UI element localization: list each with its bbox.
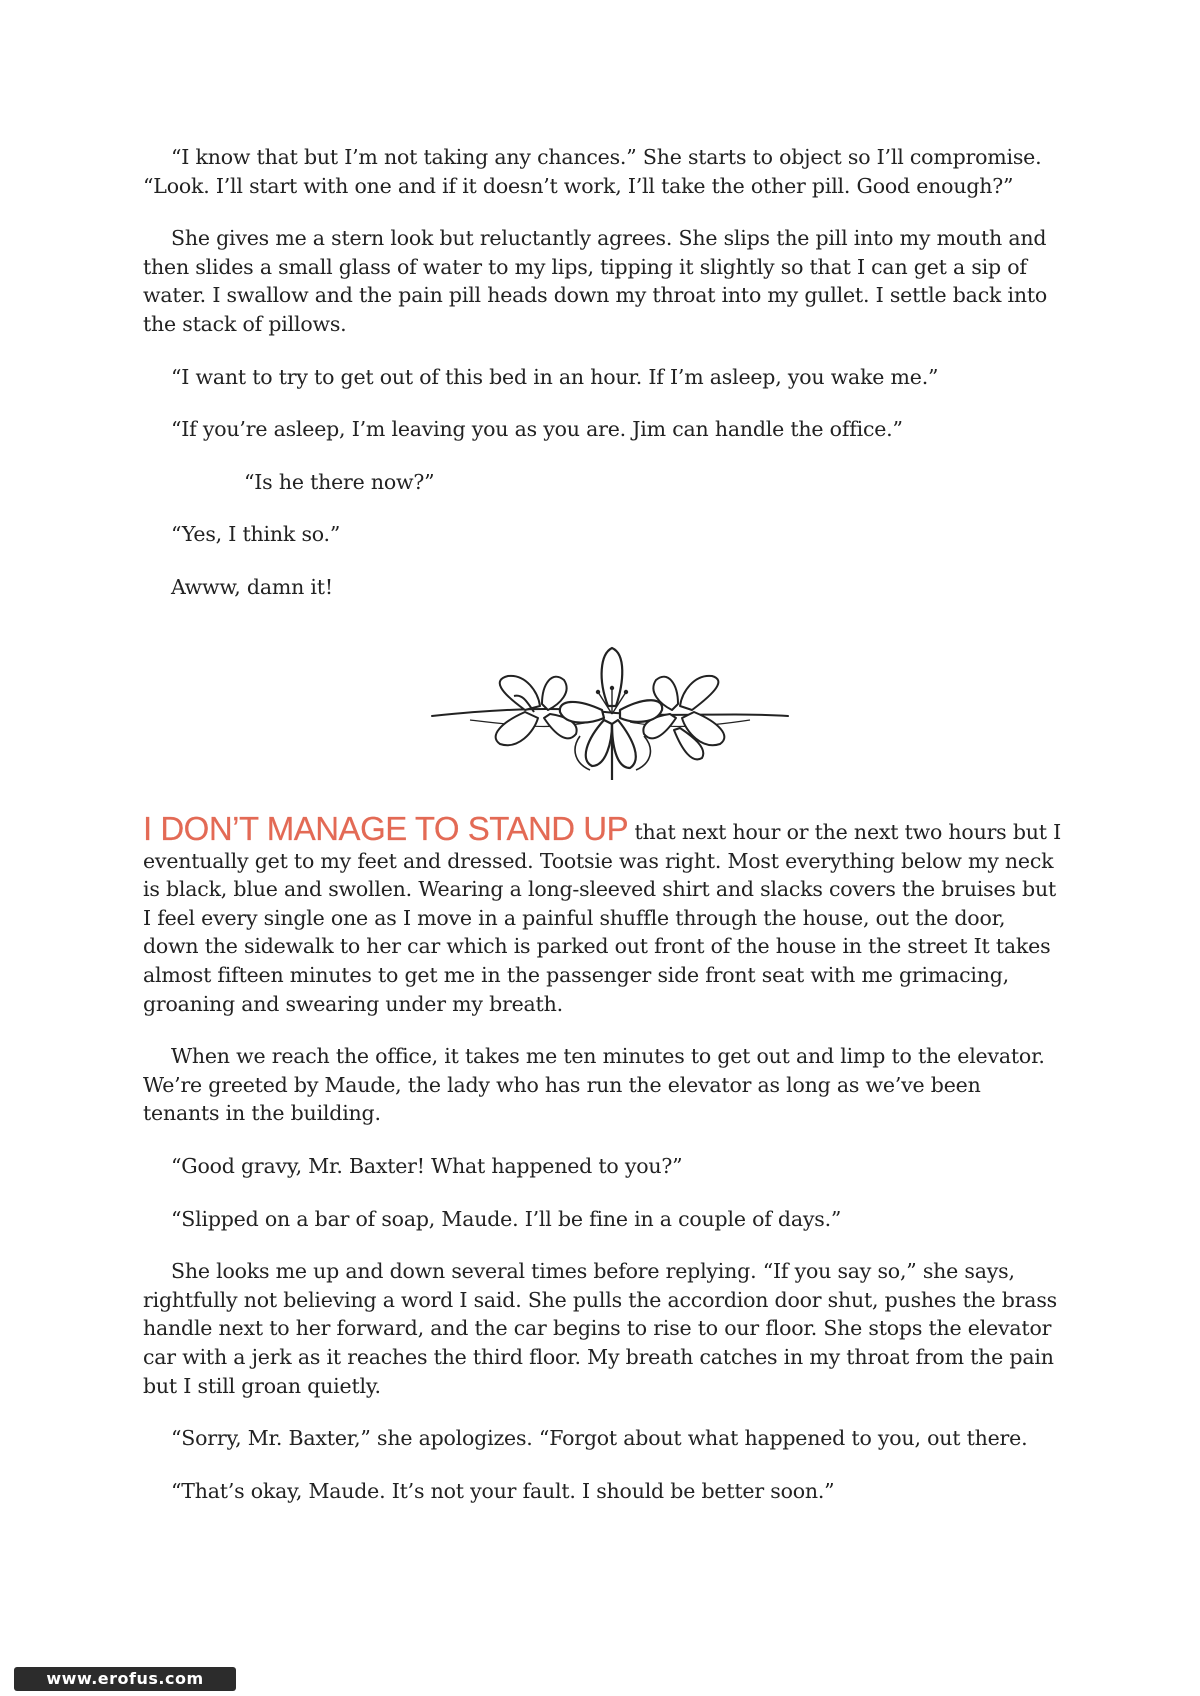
paragraph-pill: She gives me a stern look but reluctantly agrees. She slips the pill into my mouth and then slides a small glass of water to my lips, tipping it slightly so that I can get a sip of water. I swallow and the pain pill heads down my throat into my gullet. I settle back into the stack of pillows. [143,226,1048,336]
chapter-opening-caps: I DON’T MANAGE TO STAND UP [143,810,629,847]
paragraph-sorry: “Sorry, Mr. Baxter,” she apologizes. “Forgot about what happened to you, out there. [171,1426,1028,1451]
paragraph-good-gravy: “Good gravy, Mr. Baxter! What happened to you?” [171,1153,683,1178]
paragraph-bar-of-soap: “Slipped on a bar of soap, Maude. I’ll be fine in a couple of days.” [171,1206,842,1231]
paragraph-jim-office: “If you’re asleep, I’m leaving you as you are. Jim can handle the office.” [171,417,903,442]
paragraph-is-he-there: “Is he there now?” [244,469,435,494]
paragraph-stand-up [143,810,1063,1018]
text-section-bottom [143,810,1063,1505]
paragraph-elevator: When we reach the office, it takes me ten minutes to get out and limp to the elevator. We’re greeted by Maude, the lady who has run the elevator as long as we’ve been tenants in the building. [143,1044,1045,1126]
paragraph-thats-okay: “That’s okay, Maude. It’s not your fault. I should be better soon.” [171,1478,835,1503]
paragraph-stand-up-text: that next hour or the next two hours but I eventually get to my feet and dressed. Tootsie was right. Most everything below my neck is black, blue and swollen. Wearing a long-sleeved shirt and slacks covers the bruises but I feel every single one as I move in a painful shuffle through the house, out the door, down the sidewalk to her car which is parked out front of the house in the street It takes almost fifteen minutes to get me in the passenger side front seat with me grimacing, groaning and swearing under my breath. [143,820,1061,1016]
lily-flowers-divider-icon [430,640,790,782]
paragraph-damn-it: Awww, damn it! [171,574,333,599]
text-section-top [143,143,1063,602]
paragraph-get-out-of-bed: “I want to try to get out of this bed in an hour. If I’m asleep, you wake me.” [171,364,939,389]
paragraph-yes-i-think: “Yes, I think so.” [171,522,341,547]
paragraph-compromise: “I know that but I’m not taking any chances.” She starts to object so I’ll compromise. “Look. I’ll start with one and if it doesn’t work, I’ll take the other pill. Good enough?” [143,145,1042,198]
paragraph-accordion-door: She looks me up and down several times before replying. “If you say so,” she says, rightfully not believing a word I said. She pulls the accordion door shut, pushes the brass handle next to her forward, and the car begins to rise to our floor. She stops the elevator car with a jerk as it reaches the third floor. My breath catches in my throat from the pain but I still groan quietly. [143,1259,1057,1398]
watermark-badge: www.erofus.com [14,1667,236,1691]
